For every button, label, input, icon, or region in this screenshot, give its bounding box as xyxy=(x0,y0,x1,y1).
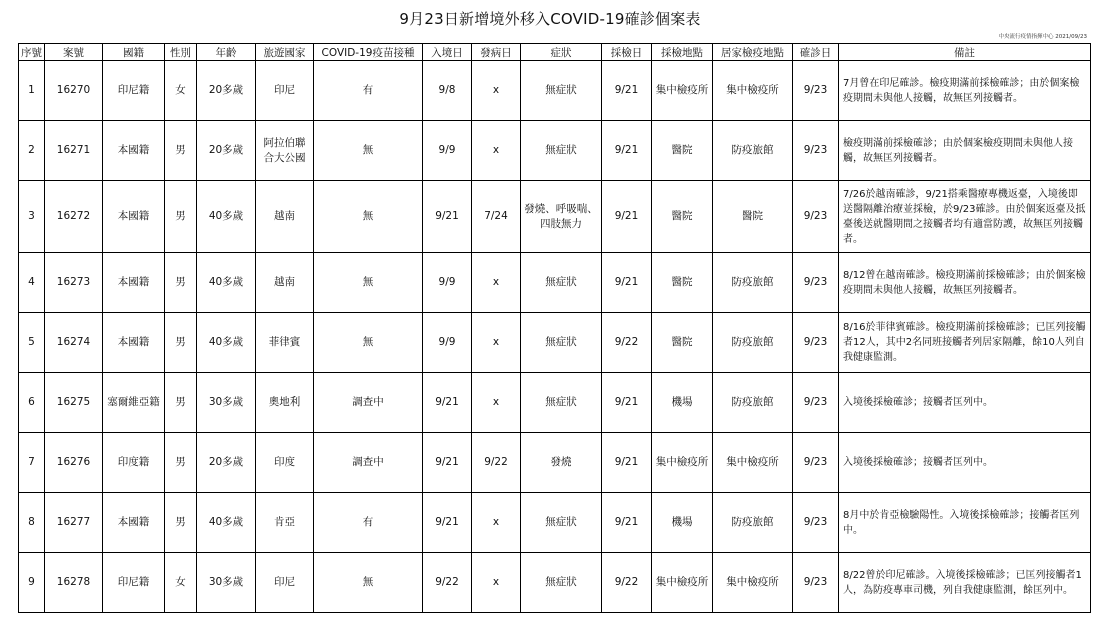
cell-age: 20多歲 xyxy=(197,121,256,181)
cell-sampling-site: 集中檢疫所 xyxy=(652,553,713,613)
cell-onset: 7/24 xyxy=(472,181,521,253)
cell-onset: x xyxy=(472,553,521,613)
cell-sampling-site: 醫院 xyxy=(652,121,713,181)
cell-sampling-site: 機場 xyxy=(652,493,713,553)
cell-sex: 男 xyxy=(165,121,197,181)
cell-nationality: 本國籍 xyxy=(103,253,165,313)
cell-age: 30多歲 xyxy=(197,553,256,613)
cell-symptom: 無症狀 xyxy=(521,553,602,613)
cell-sampling-date: 9/21 xyxy=(602,493,652,553)
cell-travel: 奧地利 xyxy=(256,373,314,433)
header-cell-travel: 旅遊國家 xyxy=(256,44,314,61)
cell-quarantine-site: 防疫旅館 xyxy=(713,121,793,181)
header-cell-onset: 發病日 xyxy=(472,44,521,61)
cell-sampling-date: 9/21 xyxy=(602,253,652,313)
cell-vaccine: 有 xyxy=(314,493,423,553)
cell-onset: x xyxy=(472,121,521,181)
cell-quarantine-site: 防疫旅館 xyxy=(713,313,793,373)
cell-arrival: 9/21 xyxy=(423,493,472,553)
cell-sampling-date: 9/22 xyxy=(602,553,652,613)
table-row xyxy=(19,553,1091,613)
cell-confirmed: 9/23 xyxy=(793,433,839,493)
header-cell-symptom: 症狀 xyxy=(521,44,602,61)
cell-age: 40多歲 xyxy=(197,253,256,313)
cell-sampling-site: 醫院 xyxy=(652,253,713,313)
cell-note: 8/22曾於印尼確診。入境後採檢確診；已匡列接觸者1人，為防疫專車司機，列自我健康監測，餘匡列中。 xyxy=(839,553,1091,613)
cell-sampling-date: 9/21 xyxy=(602,373,652,433)
cell-confirmed: 9/23 xyxy=(793,493,839,553)
cell-quarantine-site: 防疫旅館 xyxy=(713,493,793,553)
cell-no: 6 xyxy=(19,373,45,433)
cell-confirmed: 9/23 xyxy=(793,61,839,121)
cell-no: 8 xyxy=(19,493,45,553)
case-table xyxy=(18,43,1091,613)
table-row xyxy=(19,181,1091,253)
cell-age: 40多歲 xyxy=(197,493,256,553)
cell-vaccine: 無 xyxy=(314,253,423,313)
cell-age: 20多歲 xyxy=(197,433,256,493)
cell-note: 8/12曾在越南確診。檢疫期滿前採檢確診；由於個案檢疫期間未與他人接觸，故無匡列接觸者。 xyxy=(839,253,1091,313)
cell-onset: x xyxy=(472,493,521,553)
cell-sex: 男 xyxy=(165,433,197,493)
cell-symptom: 無症狀 xyxy=(521,61,602,121)
cell-nationality: 本國籍 xyxy=(103,313,165,373)
cell-case: 16270 xyxy=(45,61,103,121)
cell-confirmed: 9/23 xyxy=(793,181,839,253)
header-row xyxy=(19,44,1091,61)
cell-vaccine: 無 xyxy=(314,121,423,181)
cell-sampling-date: 9/21 xyxy=(602,121,652,181)
header-cell-nationality: 國籍 xyxy=(103,44,165,61)
header-cell-age: 年齡 xyxy=(197,44,256,61)
cell-case: 16271 xyxy=(45,121,103,181)
cell-symptom: 無症狀 xyxy=(521,253,602,313)
cell-onset: 9/22 xyxy=(472,433,521,493)
cell-age: 20多歲 xyxy=(197,61,256,121)
cell-symptom: 發燒 xyxy=(521,433,602,493)
cell-travel: 印尼 xyxy=(256,61,314,121)
cell-sex: 男 xyxy=(165,181,197,253)
cell-vaccine: 無 xyxy=(314,181,423,253)
cell-confirmed: 9/23 xyxy=(793,253,839,313)
cell-nationality: 本國籍 xyxy=(103,493,165,553)
table-row xyxy=(19,373,1091,433)
cell-arrival: 9/8 xyxy=(423,61,472,121)
cell-note: 8月中於肯亞檢驗陽性。入境後採檢確診；接觸者匡列中。 xyxy=(839,493,1091,553)
cell-nationality: 塞爾維亞籍 xyxy=(103,373,165,433)
cell-arrival: 9/9 xyxy=(423,313,472,373)
cell-travel: 印尼 xyxy=(256,553,314,613)
cell-vaccine: 無 xyxy=(314,553,423,613)
cell-symptom: 發燒、呼吸喘、四肢無力 xyxy=(521,181,602,253)
cell-case: 16277 xyxy=(45,493,103,553)
cell-case: 16274 xyxy=(45,313,103,373)
table-row xyxy=(19,61,1091,121)
cell-arrival: 9/22 xyxy=(423,553,472,613)
cell-nationality: 印尼籍 xyxy=(103,61,165,121)
table-row xyxy=(19,253,1091,313)
cell-sampling-date: 9/21 xyxy=(602,181,652,253)
cell-travel: 肯亞 xyxy=(256,493,314,553)
cell-nationality: 本國籍 xyxy=(103,121,165,181)
cell-note: 8/16於菲律賓確診。檢疫期滿前採檢確診；已匡列接觸者12人，其中2名同班接觸者列居家隔離，餘10人列自我健康監測。 xyxy=(839,313,1091,373)
cell-no: 1 xyxy=(19,61,45,121)
cell-case: 16276 xyxy=(45,433,103,493)
cell-arrival: 9/21 xyxy=(423,373,472,433)
cell-travel: 阿拉伯聯合大公國 xyxy=(256,121,314,181)
table-row xyxy=(19,121,1091,181)
cell-quarantine-site: 集中檢疫所 xyxy=(713,433,793,493)
header-cell-quarantine-site: 居家檢疫地點 xyxy=(713,44,793,61)
cell-arrival: 9/21 xyxy=(423,433,472,493)
cell-confirmed: 9/23 xyxy=(793,313,839,373)
cell-onset: x xyxy=(472,253,521,313)
cell-note: 入境後採檢確診；接觸者匡列中。 xyxy=(839,433,1091,493)
cell-age: 40多歲 xyxy=(197,313,256,373)
page-title: 9月23日新增境外移入COVID-19確診個案表 xyxy=(399,10,701,28)
cell-quarantine-site: 防疫旅館 xyxy=(713,253,793,313)
table-row xyxy=(19,313,1091,373)
cell-nationality: 印尼籍 xyxy=(103,553,165,613)
cell-note: 檢疫期滿前採檢確診；由於個案檢疫期間未與他人接觸，故無匡列接觸者。 xyxy=(839,121,1091,181)
table-row xyxy=(19,433,1091,493)
cell-case: 16272 xyxy=(45,181,103,253)
table-row xyxy=(19,493,1091,553)
cell-quarantine-site: 集中檢疫所 xyxy=(713,553,793,613)
cell-case: 16273 xyxy=(45,253,103,313)
header-cell-case: 案號 xyxy=(45,44,103,61)
cell-onset: x xyxy=(472,61,521,121)
header-cell-vaccine: COVID-19疫苗接種 xyxy=(314,44,423,61)
cell-travel: 越南 xyxy=(256,181,314,253)
cell-travel: 越南 xyxy=(256,253,314,313)
cell-onset: x xyxy=(472,373,521,433)
cell-travel: 菲律賓 xyxy=(256,313,314,373)
cell-nationality: 本國籍 xyxy=(103,181,165,253)
cell-quarantine-site: 防疫旅館 xyxy=(713,373,793,433)
cell-quarantine-site: 醫院 xyxy=(713,181,793,253)
header-cell-sex: 性別 xyxy=(165,44,197,61)
cell-no: 2 xyxy=(19,121,45,181)
cell-symptom: 無症狀 xyxy=(521,493,602,553)
cell-arrival: 9/21 xyxy=(423,181,472,253)
cell-sex: 男 xyxy=(165,373,197,433)
header-cell-arrival: 入境日 xyxy=(423,44,472,61)
cell-sex: 男 xyxy=(165,493,197,553)
header-cell-sampling-site: 採檢地點 xyxy=(652,44,713,61)
cell-sampling-date: 9/21 xyxy=(602,433,652,493)
cell-sampling-site: 集中檢疫所 xyxy=(652,433,713,493)
cell-symptom: 無症狀 xyxy=(521,313,602,373)
cell-note: 入境後採檢確診；接觸者匡列中。 xyxy=(839,373,1091,433)
cell-note: 7/26於越南確診，9/21搭乘醫療專機返臺，入境後即送醫隔離治療並採檢，於9/23確診。由於個案返臺及抵臺後送就醫期間之接觸者均有適當防護，故無匡列接觸者。 xyxy=(839,181,1091,253)
cell-quarantine-site: 集中檢疫所 xyxy=(713,61,793,121)
header-cell-sampling-date: 採檢日 xyxy=(602,44,652,61)
cell-confirmed: 9/23 xyxy=(793,553,839,613)
cell-onset: x xyxy=(472,313,521,373)
cell-note: 7月曾在印尼確診。檢疫期滿前採檢確診；由於個案檢疫期間未與他人接觸，故無匡列接觸者。 xyxy=(839,61,1091,121)
cell-no: 7 xyxy=(19,433,45,493)
cell-sex: 男 xyxy=(165,253,197,313)
header-cell-confirmed: 確診日 xyxy=(793,44,839,61)
cell-case: 16275 xyxy=(45,373,103,433)
cell-sampling-date: 9/21 xyxy=(602,61,652,121)
cell-travel: 印度 xyxy=(256,433,314,493)
cell-sampling-site: 機場 xyxy=(652,373,713,433)
cell-sex: 女 xyxy=(165,553,197,613)
cell-no: 5 xyxy=(19,313,45,373)
cell-nationality: 印度籍 xyxy=(103,433,165,493)
header-cell-no: 序號 xyxy=(19,44,45,61)
cell-case: 16278 xyxy=(45,553,103,613)
cell-confirmed: 9/23 xyxy=(793,121,839,181)
cell-sex: 女 xyxy=(165,61,197,121)
cell-confirmed: 9/23 xyxy=(793,373,839,433)
cell-sampling-site: 集中檢疫所 xyxy=(652,61,713,121)
cell-age: 30多歲 xyxy=(197,373,256,433)
cell-age: 40多歲 xyxy=(197,181,256,253)
cell-no: 4 xyxy=(19,253,45,313)
cell-vaccine: 調查中 xyxy=(314,373,423,433)
cell-sampling-site: 醫院 xyxy=(652,181,713,253)
source-note: 中央流行疫情指揮中心 2021/09/23 xyxy=(998,34,1087,40)
cell-sex: 男 xyxy=(165,313,197,373)
cell-arrival: 9/9 xyxy=(423,121,472,181)
cell-symptom: 無症狀 xyxy=(521,373,602,433)
header-cell-note: 備註 xyxy=(839,44,1091,61)
cell-no: 9 xyxy=(19,553,45,613)
cell-vaccine: 無 xyxy=(314,313,423,373)
cell-vaccine: 調查中 xyxy=(314,433,423,493)
cell-vaccine: 有 xyxy=(314,61,423,121)
cell-sampling-date: 9/22 xyxy=(602,313,652,373)
cell-arrival: 9/9 xyxy=(423,253,472,313)
cell-sampling-site: 醫院 xyxy=(652,313,713,373)
cell-symptom: 無症狀 xyxy=(521,121,602,181)
cell-no: 3 xyxy=(19,181,45,253)
